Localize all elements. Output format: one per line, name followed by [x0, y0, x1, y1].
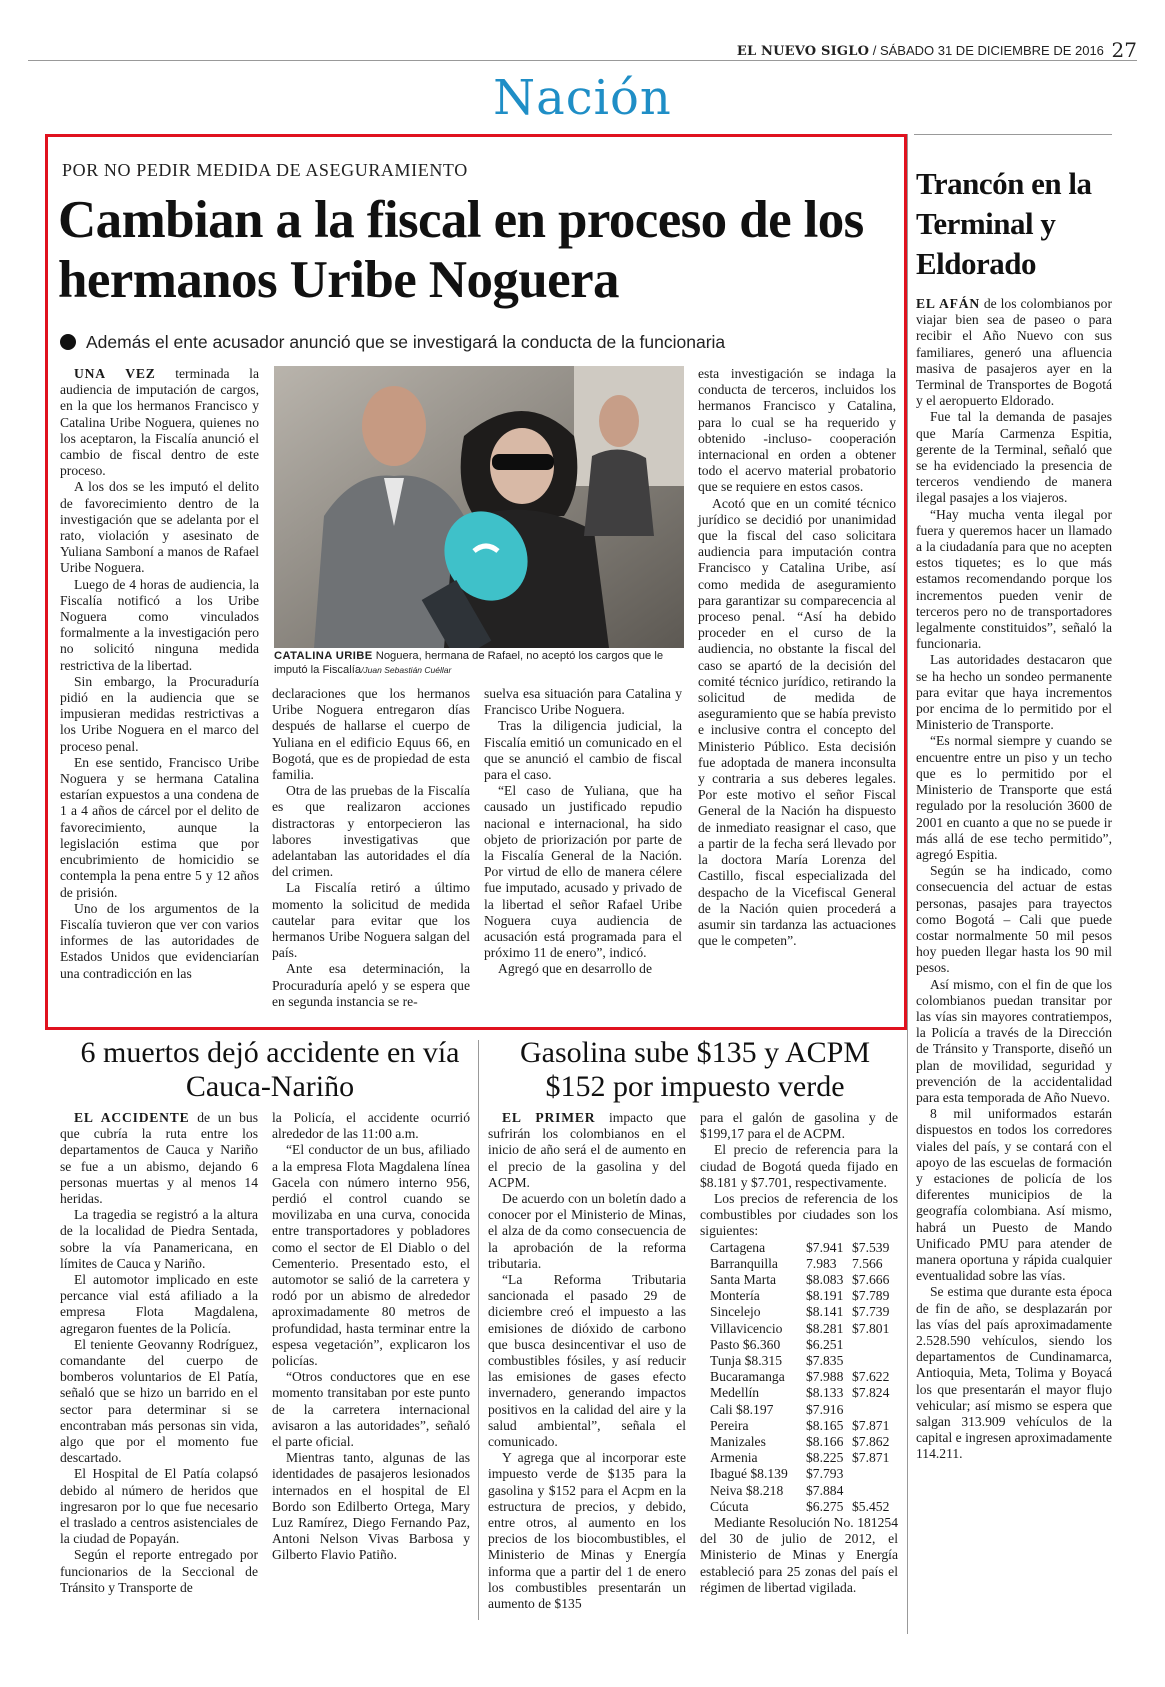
lead-in: EL ACCIDENTE	[74, 1110, 190, 1125]
price-acpm	[852, 1483, 898, 1499]
paragraph: El precio de referencia para la ciudad de Bogotá queda fijado en $8.181 y $7.701, respectivamente.	[700, 1142, 898, 1190]
price-row	[710, 1288, 898, 1304]
price-acpm: $7.862	[852, 1434, 890, 1450]
paragraph: Mediante Resolución No. 181254 del 30 de julio de 2012, el Ministerio de Minas y Energía estableció para 25 zonas del país el régimen de libertad vigilada.	[700, 1515, 898, 1595]
price-row	[710, 1337, 898, 1353]
main-column-4	[698, 366, 896, 949]
price-gasoline: $8.281	[806, 1320, 844, 1336]
photo-illustration	[274, 366, 684, 648]
price-table	[710, 1240, 898, 1515]
masthead	[737, 38, 1137, 62]
paragraph: “Otros conductores que en ese momento transitaban por este punto de la carretera internacional avisaron a las autoridades”, señaló el parte oficial.	[272, 1369, 470, 1450]
article-photo	[274, 366, 684, 648]
price-acpm: $5.452	[852, 1498, 890, 1514]
price-city: Neiva $8.218	[710, 1482, 784, 1498]
price-gasoline: $7.941	[806, 1239, 844, 1255]
paragraph: 8 mil uniformados estarán dispuestos en todos los corredores viales del país, y se contará con el apoyo de las escuelas de formación y estaciones de policía de los diferentes municipios de la geografía colombiana. Así mismo, habrá un Puesto de Mando Unificado PMU para atender de manera oportuna y rápida cualquier eventualidad sobre las vías.	[916, 1106, 1112, 1284]
price-acpm: $7.622	[852, 1369, 890, 1385]
paragraph: Y agrega que al incorporar este impuesto verde de $135 para la gasolina y $152 para el Acpm en la estructura de precios, y debido, entre otros, al aumento en los precios de los biocombustibles, el Ministerio de Minas y Energía informa que a partir del 1 de enero los combustibles presentarán un aumento de $135	[488, 1450, 686, 1612]
price-gasoline: $8.225	[806, 1450, 844, 1466]
price-acpm	[852, 1337, 898, 1353]
price-gasoline: $7.793	[806, 1466, 844, 1482]
price-acpm	[852, 1353, 898, 1369]
main-column-1: UNA VEZ terminada la audiencia de imputación de cargos, en la que los hermanos Francisco y Catalina Uribe Noguera, quienes no los aceptaron, la Fiscalía anunció el cambio de fiscal dentro de este proceso. A los dos se les imputó el delito de favorecimiento dentro de la investigación que se adelanta por el rato, violación y asesinato de Yuliana Samboní a manos de Rafael Uribe Noguera. Luego de 4 horas de audiencia, la Fiscalía notificó a los Uribe Noguera como vinculados formalmente a la investigación pero no solicitó ninguna medida restrictiva de la libertad. Sin embargo, la Procuraduría pidió en la audiencia que se impusieran medidas restrictivas a los Uribe Noguera en el marco del proceso penal. En ese sentido, Francisco Uribe Noguera y se hermana Catalina estarían expuestos a una condena de 1 a 4 años de cárcel por el delito de favorecimiento, aunque la legislación estima que por encubrimiento de homicidio se contempla la pena entre 5 y 12 años de prisión. Uno de los argumentos de la Fiscalía tuvieron que ver con varios informes de las autoridades de Estados Unidos que evidenciarían una contradicción en las	[60, 366, 259, 981]
article-deck	[60, 332, 725, 353]
article-headline: Cambian a la fiscal en proceso de los hermanos Uribe Noguera	[58, 191, 864, 309]
paragraph: La Fiscalía retiró a último momento la solicitud de medida cautelar para evitar que los hermanos Uribe Noguera salgan del país.	[272, 880, 470, 961]
price-row	[710, 1272, 898, 1288]
sidebar-headline: Trancón en la Terminal y Eldorado	[916, 166, 1092, 281]
price-city: Tunja $8.315	[710, 1353, 783, 1369]
paragraph: Luego de 4 horas de audiencia, la Fiscalía notificó a los Uribe Noguera como vinculados formalmente a la investigación pero no solicitó ninguna medida restrictiva de la libertad.	[60, 576, 259, 673]
price-gasoline: $8.166	[806, 1434, 844, 1450]
price-row	[710, 1385, 898, 1401]
price-row	[710, 1353, 898, 1369]
paragraph: “El caso de Yuliana, que ha causado un justificado repudio nacional e internacional, ha sido objeto de priorización por parte de la Fiscalía General de la Nación. Por virtud de ello de manera célere fue imputado, acusado y privado de la libertad el señor Rafael Uribe Noguera cuya audiencia de acusación está programada para el próximo 11 de enero”, indicó.	[484, 783, 682, 961]
gas-column-2	[700, 1110, 898, 1596]
section-title: Nación	[493, 70, 672, 126]
sidebar-rule	[914, 134, 1112, 135]
price-gasoline: $7.916	[806, 1401, 844, 1417]
price-row	[710, 1369, 898, 1385]
price-acpm: $7.824	[852, 1385, 890, 1401]
main-column-3	[484, 686, 682, 978]
price-city: Ibagué $8.139	[710, 1466, 788, 1482]
price-gasoline: $6.275	[806, 1498, 844, 1514]
caption-credit: /Juan Sebastián Cuéllar	[361, 665, 452, 675]
price-city: Pasto $6.360	[710, 1336, 781, 1352]
price-city: Armenia	[710, 1450, 758, 1466]
price-acpm: $7.871	[852, 1450, 890, 1466]
price-gasoline: $7.988	[806, 1369, 844, 1385]
price-acpm	[852, 1402, 898, 1418]
price-gasoline: $8.165	[806, 1417, 844, 1433]
paragraph: Sin embargo, la Procuraduría pidió en la audiencia que se impusieran medidas restrictivas a los Uribe Noguera en el marco del proceso penal.	[60, 673, 259, 754]
price-gasoline: $8.133	[806, 1385, 844, 1401]
price-city: Barranquilla	[710, 1255, 778, 1271]
masthead-rule	[28, 60, 1137, 61]
paragraph: Tras la diligencia judicial, la Fiscalía emitió un comunicado en el que se anunció el cambio de fiscal para el caso.	[484, 718, 682, 783]
gas-headline: Gasolina sube $135 y ACPM $152 por impuesto verde	[519, 1036, 870, 1103]
price-gasoline: 7.983	[806, 1255, 837, 1271]
price-row	[710, 1304, 898, 1320]
paragraph: Las autoridades destacaron que se ha hecho un sondeo permanente para evitar que haya incrementos por encima de lo permitido por el Ministerio de Transporte.	[916, 652, 1112, 733]
article-kicker: POR NO PEDIR MEDIDA DE ASEGURAMIENTO	[62, 160, 468, 180]
price-gasoline: $8.141	[806, 1304, 844, 1320]
paragraph: Uno de los argumentos de la Fiscalía tuvieron que ver con varios informes de las autoridades de Estados Unidos que evidenciarían una contradicción en las	[60, 900, 259, 981]
price-row	[710, 1418, 898, 1434]
paragraph: Los precios de referencia de los combustibles por ciudades son los siguientes:	[700, 1191, 898, 1239]
paragraph: Según el reporte entregado por funcionarios de la Seccional de Tránsito y Transporte de	[60, 1547, 258, 1595]
price-row	[710, 1434, 898, 1450]
price-city: Cali $8.197	[710, 1401, 774, 1417]
price-gasoline: $7.835	[806, 1353, 844, 1369]
masthead-brand: EL NUEVO SIGLO	[736, 44, 870, 59]
price-row	[710, 1499, 898, 1515]
paragraph: Se estima que durante esta época de fin de año, se desplazarán por las vías del país aproximadamente 2.528.590 vehículos, siendo los departamentos de Cundinamarca, Antioquia, Meta, Tolima y Boyacá los que presentarán el mayor flujo vehicular; así mismo se espera que salgan 313.909 vehículos de la capital e ingresen aproximadamente 114.211.	[916, 1284, 1112, 1462]
paragraph: suelva esa situación para Catalina y Francisco Uribe Noguera.	[484, 686, 682, 718]
price-acpm: $7.789	[852, 1288, 890, 1304]
paragraph: Acotó que en un comité técnico jurídico se decidió por unanimidad que la fiscal del caso solicitara audiencia para imputación contra Francisco y Catalina Uribe, así como medida de aseguramiento para garantizar su comparecencia al proceso penal. “Así ha debido proceder en el curso de la audiencia, no obstante la fiscal del caso se apartó de la decisión del comité técnico jurídico, retirando la solicitud de medida de aseguramiento que se había previsto e inclusive contra el concepto del Ministerio Público. Esta decisión fue adoptada de manera inconsulta y contraria a sus deberes legales. Por este motivo el señor Fiscal General de la Nación ha dispuesto de inmediato reasignar el caso, que a partir de la fecha será llevado por la doctora María Lorenza del Castillo, fiscal especializada del despacho de la Vicefiscal General de la Nación quien procederá a asumir sin tardanza las actuaciones que le competen”.	[698, 495, 896, 949]
price-city: Medellín	[710, 1385, 760, 1401]
masthead-date: / SÁBADO 31 DE DICIEMBRE DE 2016	[872, 43, 1104, 58]
price-acpm: $7.801	[852, 1320, 890, 1336]
paragraph: “El conductor de un bus, afiliado a la empresa Flota Magdalena línea Gacela con número interno 956, perdió el control cuando se movilizaba en una curva, conocida entre transportadores y pobladores como el sector de El Diablo o del Cementerio. Presentado esto, el automotor se salió de la carretera y rodó por un abismo de alrededor aproximadamente 80 metros de profundidad, hasta terminar entre la espesa vegetación”, explicaron los policías.	[272, 1142, 470, 1369]
paragraph: Agregó que en desarrollo de	[498, 961, 653, 977]
paragraph: En ese sentido, Francisco Uribe Noguera y se hermana Catalina estarían expuestos a una condena de 1 a 4 años de cárcel por el delito de favorecimiento, aunque la legislación estima que por encubrimiento de homicidio se contempla la pena entre 5 y 12 años de prisión.	[60, 754, 259, 900]
paragraph: Según se ha indicado, como consecuencia del actuar de estas personas, pasajes para trayectos como Bogotá – Cali que puede costar normalmente 50 mil pesos hoy pueden llegar hasta los 90 mil pesos.	[916, 863, 1112, 976]
price-acpm: $7.539	[852, 1239, 890, 1255]
price-city: Pereira	[710, 1417, 749, 1433]
price-acpm	[852, 1466, 898, 1482]
paragraph: El automotor implicado en este percance vial está afiliado a la empresa Flota Magdalena, agregaron fuentes de la Policía.	[60, 1272, 258, 1336]
column-divider	[478, 1040, 479, 1620]
sidebar-divider	[907, 134, 908, 1634]
photo-caption	[274, 649, 684, 677]
paragraph: A los dos se les imputó el delito de favorecimiento dentro de la investigación que se adelanta por el rato, violación y asesinato de Yuliana Samboní a manos de Rafael Uribe Noguera.	[60, 479, 259, 576]
sidebar-body: EL AFÁN de los colombianos por viajar bien sea de paseo o para recibir el Año Nuevo con sus familiares, generó una afluencia masiva de pasajeros ayer en la Terminal de Transportes de Bogotá y el aeropuerto Eldorado. Fue tal la demanda de pasajes que María Carmenza Espitia, gerente de la Terminal, señaló que se ha evidenciado la presencia de terceros vendiendo de manera ilegal pasajes a los viajeros. “Hay mucha venta ilegal por fuera y queremos hacer un llamado a la ciudadanía para que no acepten estos tiquetes; es lo que más estamos recomendando porque los incrementos pueden venir de terceros pero no de transportadores legalmente constituidos”, señaló la funcionaria. Las autoridades destacaron que se ha hecho un sondeo permanente para evitar que haya incrementos por encima de lo permitido por el Ministerio de Transporte. “Es normal siempre y cuando se encuentre entre un piso y un techo que es lo permitido por el Ministerio de Transporte que está regulado por la resolución 3600 de 2001 en cuanto a que no se puede ir más allá de ese techo permitido”, agregó Espitia. Según se ha indicado, como consecuencia del actuar de estas personas, pasajes para trayectos como Bogotá – Cali que puede costar normalmente 50 mil pesos hoy pueden llegar hasta los 90 mil pesos. Así mismo, con el fin de que los colombianos puedan transitar por las vías sin mayores contratiempos, la Policía a través de la Dirección de Tránsito y Transporte, diseñó un plan de movilidad, seguridad y prevención de la accidentalidad para esta temporada de Año Nuevo. 8 mil uniformados estarán dispuestos en todos los corredores viales del país, y se contará con el apoyo de las escuelas de formación y estaciones de policía de los diferentes municipios de la geografía colombiana. Así mismo, habrá un Puesto de Mando Unificado PMU para atender de manera oportuna y rápida cualquier eventualidad sobre las vías. Se estima que durante esta época de fin de año, se desplazarán por las vías del país aproximadamente 2.528.590 vehículos, siendo los departamentos de Cundinamarca, Antioquia, Meta, Tolima y Boyacá los que presentarán el mayor flujo vehicular; así mismo se espera que salgan 313.909 vehículos de la capital e ingresen aproximadamente 114.211.	[916, 296, 1112, 1462]
price-gasoline: $7.884	[806, 1482, 844, 1498]
paragraph: Ante esa determinación, la Procuraduría apeló y se espera que en segunda instancia se re-	[272, 961, 470, 1009]
price-row	[710, 1240, 898, 1256]
price-row	[710, 1321, 898, 1337]
bullet-icon	[60, 334, 76, 350]
price-gasoline: $6.251	[806, 1336, 844, 1352]
price-city: Villavicencio	[710, 1320, 783, 1336]
price-city: Montería	[710, 1288, 760, 1304]
paragraph: “Hay mucha venta ilegal por fuera y queremos hacer un llamado a la ciudadanía para que no acepten estos tiquetes; es lo que más estamos recomendando porque los incrementos pueden venir de terceros pero no de transportadores legalmente constituidos”, señaló la funcionaria.	[916, 506, 1112, 652]
page-number: 27	[1111, 38, 1137, 62]
price-row	[710, 1483, 898, 1499]
paragraph: El Hospital de El Patía colapsó debido al número de heridos que ingresaron por lo que fue necesario el traslado a centros asistenciales de la ciudad de Popayán.	[60, 1466, 258, 1547]
price-row	[710, 1466, 898, 1482]
price-gasoline: $8.191	[806, 1288, 844, 1304]
paragraph: para el galón de gasolina y de $199,17 para el de ACPM.	[700, 1110, 898, 1142]
paragraph: El teniente Geovanny Rodríguez, comandante del cuerpo de bomberos voluntarios de El Patía, señaló que se hizo un barrido en el sector para determinar si se encontraban más personas sin vida, algo que por el momento fue descartado.	[60, 1336, 258, 1466]
paragraph: declaraciones que los hermanos Uribe Noguera entregaron días después de hallarse el cuerpo de Yuliana en el edificio Equus 66, en Bogotá, que es de propiedad de esta familia.	[272, 686, 470, 783]
price-acpm: $7.871	[852, 1417, 890, 1433]
accident-column-1: EL ACCIDENTE de un bus que cubría la ruta entre los departamentos de Cauca y Nariño se fue a un abismo, dejando 6 personas muertas y al menos 14 heridas. La tragedia se registró a la altura de la localidad de Piedra Sentada, sobre la vía Panamericana, en límites de Cauca y Nariño. El automotor implicado en este percance vial está afiliado a la empresa Flota Magdalena, agregaron fuentes de la Policía. El teniente Geovanny Rodríguez, comandante del cuerpo de bomberos voluntarios de El Patía, señaló que se hizo un barrido en el sector para determinar si se encontraban más personas sin vida, algo que por el momento fue descartado. El Hospital de El Patía colapsó debido al número de heridos que ingresaron por lo que fue necesario el traslado a centros asistenciales de la ciudad de Popayán. Según el reporte entregado por funcionarios de la Seccional de Tránsito y Transporte de	[60, 1110, 258, 1595]
paragraph: “La Reforma Tributaria sancionada el pasado 29 de diciembre creó el impuesto a las emisiones de dióxido de carbono que busca desincentivar el uso de combustibles fósiles, y así reducir las emisiones de gases efecto invernadero, generando impactos positivos en la calidad del aire y la salud ambiental”, señala el comunicado.	[488, 1272, 686, 1450]
price-acpm: $7.739	[852, 1304, 890, 1320]
price-city: Cartagena	[710, 1239, 766, 1255]
price-row	[710, 1402, 898, 1418]
price-city: Cúcuta	[710, 1498, 749, 1514]
main-column-2	[272, 686, 470, 1010]
paragraph: Fue tal la demanda de pasajes que María Carmenza Espitia, gerente de la Terminal, señaló que se ha evidenciado la presencia de terceros vendiendo de manera ilegal pasajes a los viajeros.	[916, 409, 1112, 506]
paragraph: la Policía, el accidente ocurrió alrededor de las 11:00 a.m.	[272, 1110, 470, 1142]
gas-column-1: EL PRIMER impacto que sufrirán los colombianos en el inicio de año será el de aumento en el precio de la gasolina y del ACPM. De acuerdo con un boletín dado a conocer por el Ministerio de Minas, el alza de da como consecuencia de la aprobación de la reforma tributaria. “La Reforma Tributaria sancionada el pasado 29 de diciembre creó el impuesto a las emisiones de dióxido de carbono que busca desincentivar el uso de combustibles fósiles, y así reducir las emisiones de gases efecto invernadero, generando impactos positivos en la calidad del aire y la salud ambiental”, señala el comunicado. Y agrega que al incorporar este impuesto verde de $135 para la gasolina y $152 para el Acpm en la estructura de precios, y debido, entre otros, al aumento en los precios de los biocombustibles, el Ministerio de Minas y Energía informa que a partir del 1 de enero los combustibles presentarán un aumento de $135	[488, 1110, 687, 1612]
price-city: Santa Marta	[710, 1272, 777, 1288]
paragraph: “Es normal siempre y cuando se encuentre entre un piso y un techo que es lo permitido por el Ministerio de Transporte que está regulado por la resolución 3600 de 2001 en cuanto a que no se puede ir más allá de ese techo permitido”, agregó Espitia.	[916, 733, 1112, 862]
accident-headline: 6 muertos dejó accidente en vía Cauca-Nariño	[80, 1036, 460, 1103]
caption-text: Noguera, hermana de Rafael, no aceptó los cargos que le imputó la Fiscalía	[274, 650, 664, 676]
caption-name: CATALINA URIBE	[274, 650, 373, 662]
paragraph: Así mismo, con el fin de que los colombianos puedan transitar por las vías sin mayores contratiempos, la Policía a través de la Dirección de Tránsito y Transporte, diseñó un plan de movilidad, seguridad y prevención de la accidentalidad para esta temporada de Año Nuevo.	[916, 976, 1112, 1105]
price-acpm: 7.566	[852, 1255, 883, 1271]
paragraph: esta investigación se indaga la conducta de terceros, incluidos los hermanos Francisco y Catalina, para lo cual se ha requerido y obtenido -incluso- cooperación internacional en orden a obtener todo el acervo material probatorio que se requiere en estos casos.	[698, 366, 896, 495]
paragraph: De acuerdo con un boletín dado a conocer por el Ministerio de Minas, el alza de da como consecuencia de la aprobación de la reforma tributaria.	[488, 1191, 686, 1271]
price-row	[710, 1450, 898, 1466]
accident-column-2	[272, 1110, 470, 1564]
price-row	[710, 1256, 898, 1272]
paragraph: La tragedia se registró a la altura de la localidad de Piedra Sentada, sobre la vía Panamericana, en límites de Cauca y Nariño.	[60, 1207, 258, 1271]
deck-text: Además el ente acusador anunció que se investigará la conducta de la funcionaria	[86, 332, 726, 352]
paragraph: Otra de las pruebas de la Fiscalía es que realizaron acciones distractoras y entorpecieron las labores investigativas que adelantaban las autoridades el día del crimen.	[272, 783, 470, 880]
price-gasoline: $8.083	[806, 1272, 844, 1288]
paragraph: Mientras tanto, algunas de las identidades de pasajeros lesionados internados en el hospital de El Bordo son Edilberto Ortega, Mary Luz Ramírez, Diego Fernando Paz, Antoni Nelson Vivas Barbosa y Gilberto Flavio Patiño.	[272, 1450, 470, 1563]
price-acpm: $7.666	[852, 1272, 890, 1288]
lead-in: UNA VEZ	[74, 366, 156, 381]
price-city: Manizales	[710, 1434, 766, 1450]
lead-in: EL AFÁN	[916, 296, 980, 311]
lead-in: EL PRIMER	[502, 1110, 596, 1125]
price-city: Sincelejo	[710, 1304, 761, 1320]
price-city: Bucaramanga	[710, 1369, 785, 1385]
